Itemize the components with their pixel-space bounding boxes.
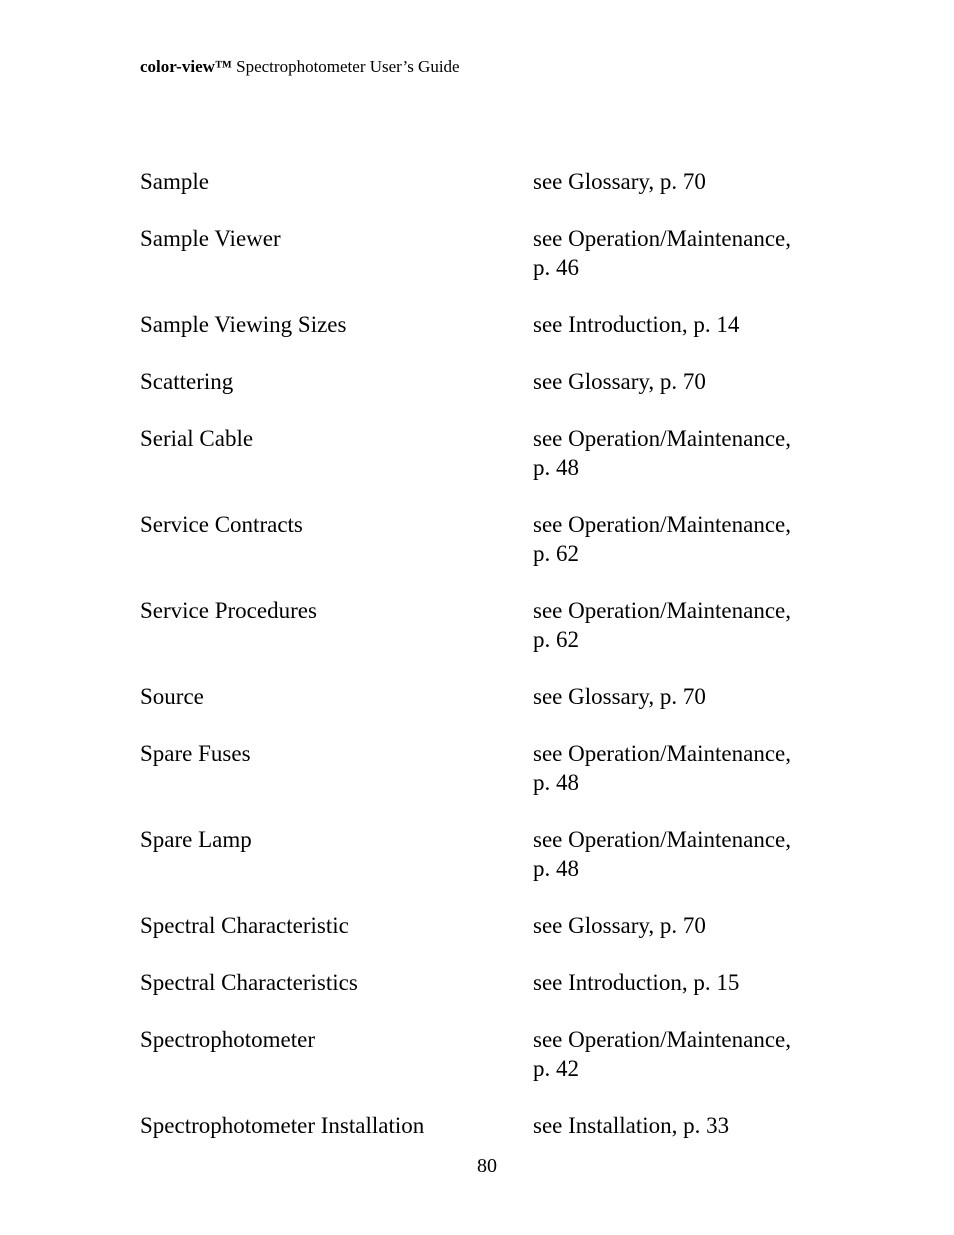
index-reference bbox=[533, 596, 840, 654]
index-reference bbox=[533, 911, 840, 940]
index-term: Spectrophotometer bbox=[140, 1027, 316, 1052]
index-reference bbox=[533, 367, 840, 396]
reference-page: p. 42 bbox=[533, 1056, 579, 1081]
reference-page: p. 48 bbox=[533, 856, 579, 881]
reference-line: see Introduction, p. 14 bbox=[533, 312, 740, 337]
index-entry bbox=[140, 367, 840, 396]
index-term: Scattering bbox=[140, 369, 234, 394]
reference-line: see Glossary, p. 70 bbox=[533, 913, 706, 938]
index-entry bbox=[140, 911, 840, 940]
index-entries bbox=[140, 167, 840, 1140]
index-term: Spare Fuses bbox=[140, 741, 251, 766]
header-brand: color-view™ bbox=[140, 57, 232, 76]
index-term: Source bbox=[140, 684, 204, 709]
index-term: Sample bbox=[140, 169, 209, 194]
reference-line: see Operation/Maintenance, bbox=[533, 598, 791, 623]
index-reference bbox=[533, 310, 840, 339]
index-term: Spare Lamp bbox=[140, 827, 252, 852]
reference-line: see Operation/Maintenance, bbox=[533, 512, 791, 537]
index-reference bbox=[533, 825, 840, 883]
index-term: Spectrophotometer Installation bbox=[140, 1113, 425, 1138]
index-reference bbox=[533, 510, 840, 568]
index-entry bbox=[140, 510, 840, 568]
reference-line: see Glossary, p. 70 bbox=[533, 369, 706, 394]
index-term: Spectral Characteristics bbox=[140, 970, 358, 995]
reference-page: p. 46 bbox=[533, 255, 579, 280]
reference-page: p. 48 bbox=[533, 770, 579, 795]
index-reference bbox=[533, 968, 840, 997]
reference-line: see Glossary, p. 70 bbox=[533, 684, 706, 709]
reference-page: p. 62 bbox=[533, 541, 579, 566]
reference-line: see Installation, p. 33 bbox=[533, 1113, 730, 1138]
reference-line: see Glossary, p. 70 bbox=[533, 169, 706, 194]
running-header bbox=[140, 56, 460, 78]
index-entry bbox=[140, 167, 840, 196]
index-entry bbox=[140, 825, 840, 883]
index-entry bbox=[140, 224, 840, 282]
reference-line: see Operation/Maintenance, bbox=[533, 426, 791, 451]
index-reference bbox=[533, 682, 840, 711]
page-number: 80 bbox=[477, 1155, 497, 1177]
index-term: Sample Viewing Sizes bbox=[140, 312, 347, 337]
index-term: Spectral Characteristic bbox=[140, 913, 349, 938]
reference-page: p. 48 bbox=[533, 455, 579, 480]
index-entry bbox=[140, 1025, 840, 1083]
header-title: Spectrophotometer User’s Guide bbox=[236, 57, 460, 76]
index-reference bbox=[533, 739, 840, 797]
index-entry bbox=[140, 682, 840, 711]
reference-line: see Operation/Maintenance, bbox=[533, 827, 791, 852]
index-term: Sample Viewer bbox=[140, 226, 281, 251]
reference-page: p. 62 bbox=[533, 627, 579, 652]
index-entry bbox=[140, 424, 840, 482]
index-reference bbox=[533, 1111, 840, 1140]
index-reference bbox=[533, 167, 840, 196]
index-entry bbox=[140, 596, 840, 654]
index-term: Service Contracts bbox=[140, 512, 303, 537]
reference-line: see Operation/Maintenance, bbox=[533, 226, 791, 251]
index-reference bbox=[533, 424, 840, 482]
reference-line: see Operation/Maintenance, bbox=[533, 1027, 791, 1052]
index-entry bbox=[140, 968, 840, 997]
reference-line: see Introduction, p. 15 bbox=[533, 970, 740, 995]
index-term: Service Procedures bbox=[140, 598, 317, 623]
index-term: Serial Cable bbox=[140, 426, 254, 451]
index-entry bbox=[140, 1111, 840, 1140]
index-reference bbox=[533, 224, 840, 282]
index-entry bbox=[140, 739, 840, 797]
index-entry bbox=[140, 310, 840, 339]
index-reference bbox=[533, 1025, 840, 1083]
reference-line: see Operation/Maintenance, bbox=[533, 741, 791, 766]
